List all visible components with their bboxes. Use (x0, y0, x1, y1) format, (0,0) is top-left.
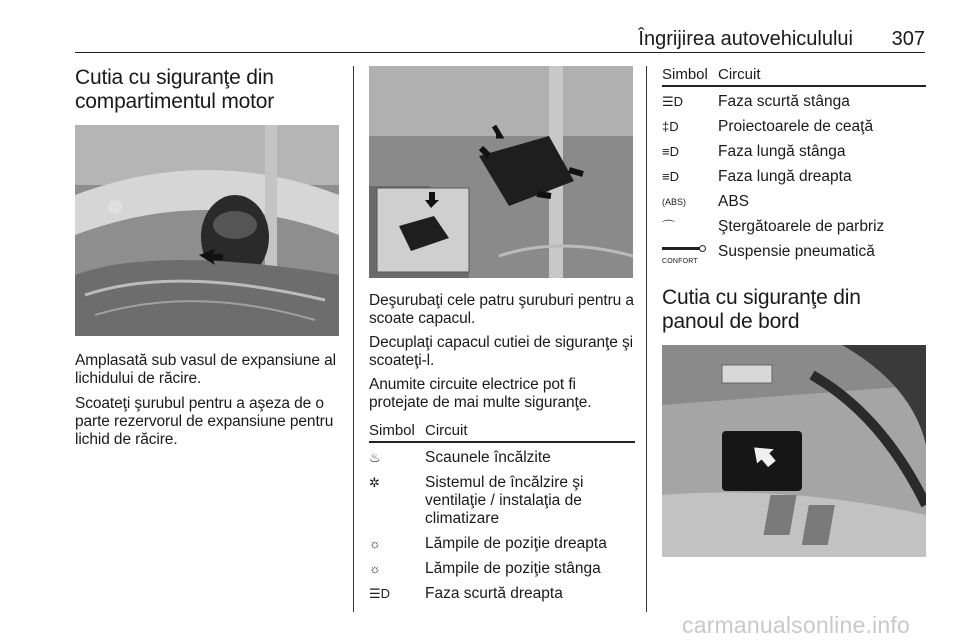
table-row (662, 143, 926, 161)
table-row (662, 218, 926, 236)
section-heading: Cutia cu siguranţe din panoul de bord (662, 286, 861, 333)
circuit-label: Lămpile de poziţie stânga (425, 560, 601, 577)
table-header (369, 422, 635, 443)
wiper-icon: ⌒ (662, 219, 676, 234)
table-row (662, 118, 926, 136)
watermark: carmanualsonline.info (682, 612, 910, 638)
column-divider (646, 66, 647, 612)
column-header-symbol: Simbol (369, 422, 415, 439)
high-beam-right-icon: ≡D (662, 169, 679, 184)
table-row (369, 585, 635, 603)
table-header (662, 66, 926, 87)
note-paragraph: Anumite circuite electrice pot fi protejate de mai multe siguranţe. (369, 376, 592, 411)
air-suspension-icon (662, 243, 718, 268)
page-header (75, 26, 925, 53)
table-row (662, 243, 926, 268)
location-paragraph: Amplasată sub vasul de expansiune al lichidului de răcire. (75, 352, 336, 387)
section-heading: Cutia cu siguranţe din compartimentul motor (75, 66, 275, 113)
column-fusebox-cover (369, 66, 635, 603)
table-row (662, 168, 926, 186)
column-divider (353, 66, 354, 612)
high-beam-left-icon: ≡D (662, 144, 679, 159)
circuit-label: Lămpile de poziţie dreapta (425, 535, 607, 552)
circuit-label: ABS (718, 193, 750, 210)
engine-compartment-illustration (75, 125, 339, 336)
low-beam-left-icon: ☰D (662, 94, 684, 109)
dashboard-fusebox-illustration (662, 345, 926, 557)
circuit-label: Faza lungă dreapta (718, 168, 852, 185)
position-lamp-left-icon: ☼ (369, 561, 381, 576)
instruction-paragraph: Deşurubaţi cele patru şuruburi pentru a scoate capacul. (369, 292, 634, 327)
instruction-paragraph: Decuplaţi capacul cutiei de siguranţe şi scoateţi-l. (369, 334, 633, 369)
circuit-label: Proiectoarele de ceaţă (718, 118, 874, 135)
engine-compartment-photo (75, 125, 339, 336)
column-engine-fusebox (75, 66, 343, 449)
fusebox-cover-illustration (369, 66, 633, 278)
confort-label: CONFORT (662, 258, 698, 265)
heated-seat-icon: ♨ (369, 450, 381, 465)
table-row (369, 449, 635, 467)
circuit-label: Scaunele încălzite (425, 449, 551, 466)
fuse-table (662, 93, 926, 268)
column-header-circuit: Circuit (718, 66, 761, 83)
section-title: Îngrijirea autovehiculului (638, 28, 853, 50)
column-header-circuit: Circuit (425, 422, 468, 439)
circuit-label: Faza scurtă dreapta (425, 585, 563, 602)
low-beam-right-icon: ☰D (369, 586, 391, 601)
column-header-symbol: Simbol (662, 66, 708, 83)
circuit-label: Sistemul de încălzire şi ventilaţie / instalaţia de climatizare (425, 474, 584, 527)
position-lamp-right-icon: ☼ (369, 536, 381, 551)
instruction-paragraph: Scoateţi şurubul pentru a aşeza de o parte rezervorul de expansiune pentru lichid de răcire. (75, 395, 334, 448)
column-fuse-symbols (662, 66, 926, 557)
page-number: 307 (891, 28, 925, 50)
table-row (369, 560, 635, 578)
circuit-label: Suspensie pneumatică (718, 243, 875, 260)
table-row (662, 193, 926, 211)
table-row (369, 474, 635, 528)
air-suspension-bar-icon (662, 247, 702, 250)
fog-lamp-icon: ‡D (662, 119, 679, 134)
fusebox-cover-photo (369, 66, 633, 278)
hvac-icon: ✲ (369, 475, 380, 490)
abs-icon: (ABS) (662, 197, 687, 207)
table-row (662, 93, 926, 111)
table-row (369, 535, 635, 553)
dashboard-fusebox-photo (662, 345, 926, 557)
circuit-label: Faza scurtă stânga (718, 93, 850, 110)
circuit-label: Faza lungă stânga (718, 143, 846, 160)
circuit-label: Ştergătoarele de parbriz (718, 218, 885, 235)
fuse-table (369, 449, 635, 603)
